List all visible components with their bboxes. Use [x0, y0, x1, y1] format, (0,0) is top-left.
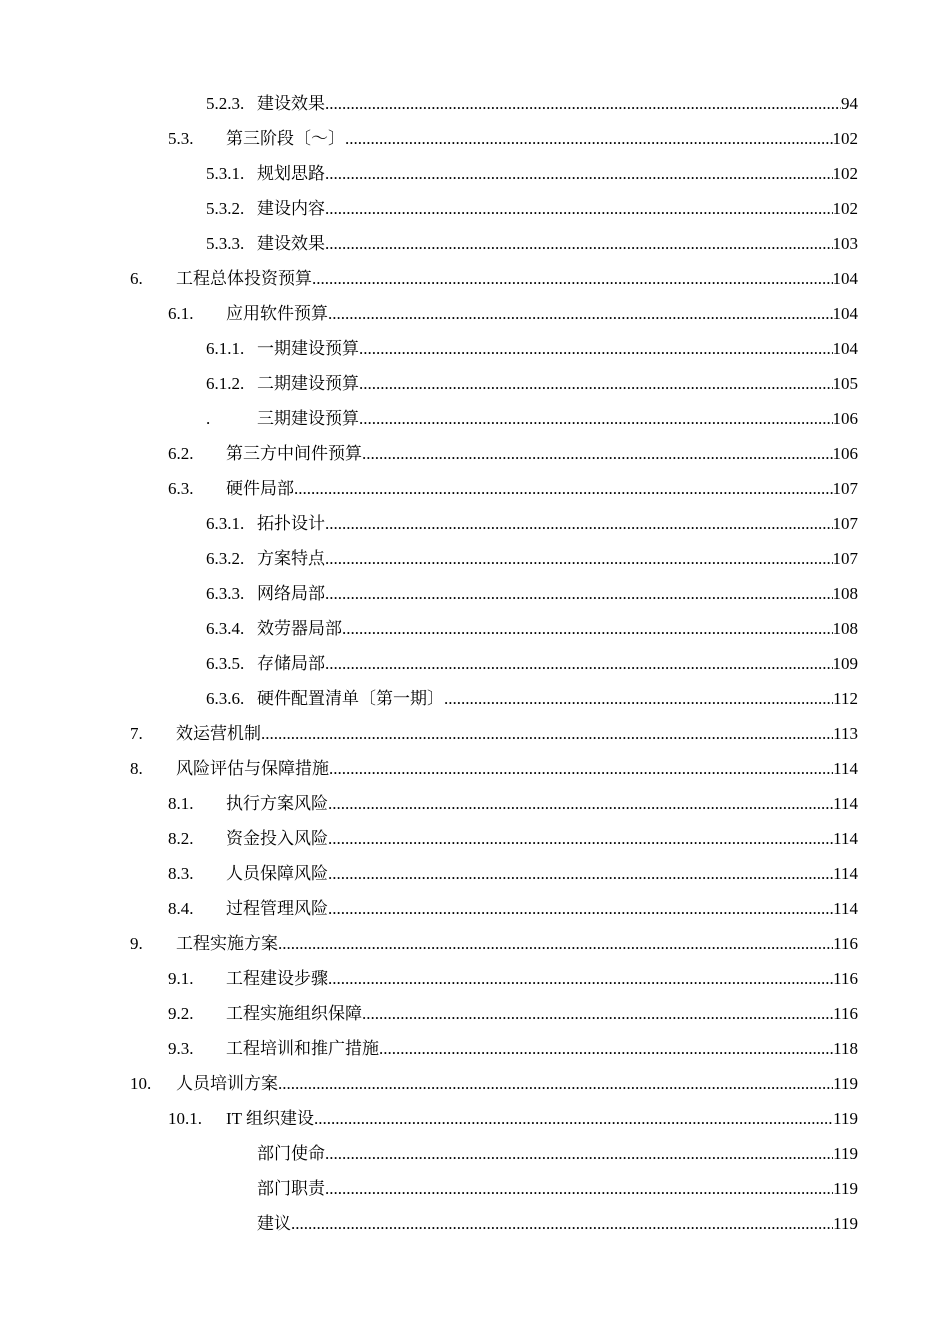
toc-entry-page-number: 114: [833, 899, 858, 918]
toc-dot-leader: [312, 261, 833, 296]
toc-entry-page-number: 114: [833, 829, 858, 848]
toc-dot-leader: [278, 1066, 833, 1101]
toc-entry-page-number: 107: [832, 549, 858, 568]
toc-entry[interactable]: [0, 961, 950, 996]
toc-entry-title: 工程实施组织保障: [226, 1004, 362, 1023]
toc-entry[interactable]: [0, 471, 950, 506]
toc-dot-leader: [362, 436, 833, 471]
toc-entry[interactable]: [0, 611, 950, 646]
toc-entry-body: [226, 121, 858, 156]
toc-entry-title: 第三方中间件预算: [226, 444, 362, 463]
toc-entry-number: 6.3.6.: [206, 689, 245, 708]
toc-dot-leader: [328, 821, 833, 856]
toc-entry-title: 第三阶段〔～〕: [226, 129, 345, 148]
toc-entry-body: [226, 1101, 858, 1136]
toc-entry[interactable]: [0, 1101, 950, 1136]
toc-entry-page-number: 109: [832, 654, 858, 673]
toc-entry-title: 工程总体投资预算: [176, 269, 312, 288]
toc-dot-leader: [444, 681, 833, 716]
toc-entry-number: 9.1.: [168, 969, 194, 988]
toc-entry-number: 6.3.2.: [206, 549, 245, 568]
toc-entry-page-number: 107: [832, 514, 858, 533]
toc-entry-page-number: 108: [832, 584, 858, 603]
toc-entry-body: [226, 821, 858, 856]
toc-entry-body: [257, 611, 858, 646]
toc-entry-title: 工程建设步骤: [226, 969, 328, 988]
toc-entry-page-number: 103: [832, 234, 858, 253]
toc-entry-number: 9.3.: [168, 1039, 194, 1058]
toc-entry-number: 5.3.1.: [206, 164, 245, 183]
toc-entry-title: 建设内容: [257, 199, 325, 218]
toc-entry[interactable]: [0, 1136, 950, 1171]
toc-entry-title: 部门职责: [257, 1179, 325, 1198]
toc-dot-leader: [328, 891, 833, 926]
toc-entry-title: 人员保障风险: [226, 864, 328, 883]
toc-entry-page-number: 114: [833, 759, 858, 778]
toc-entry-body: [257, 541, 858, 576]
toc-entry[interactable]: [0, 716, 950, 751]
toc-entry-page-number: 116: [833, 934, 858, 953]
toc-entry-number: 6.3.5.: [206, 654, 245, 673]
toc-entry-body: [257, 1136, 858, 1171]
toc-entry[interactable]: [0, 996, 950, 1031]
toc-entry-body: [257, 681, 858, 716]
toc-dot-leader: [294, 471, 833, 506]
toc-entry-title: 二期建设预算: [257, 374, 359, 393]
toc-entry-body: [176, 926, 858, 961]
toc-entry-body: [257, 86, 858, 121]
toc-entry[interactable]: [0, 226, 950, 261]
toc-dot-leader: [325, 1171, 833, 1206]
toc-entry-body: [226, 856, 858, 891]
toc-entry-number: 10.1.: [168, 1109, 202, 1128]
toc-entry[interactable]: [0, 1206, 950, 1241]
toc-entry[interactable]: [0, 331, 950, 366]
toc-entry[interactable]: [0, 1031, 950, 1066]
toc-entry[interactable]: [0, 856, 950, 891]
toc-dot-leader: [359, 331, 833, 366]
toc-entry-page-number: 119: [833, 1144, 858, 1163]
toc-dot-leader: [325, 156, 833, 191]
toc-entry-body: [257, 331, 858, 366]
toc-entry-title: 过程管理风险: [226, 899, 328, 918]
toc-entry-title: 建议: [257, 1214, 291, 1233]
toc-entry-body: [257, 366, 858, 401]
toc-dot-leader: [278, 926, 833, 961]
toc-entry-page-number: 119: [833, 1179, 858, 1198]
toc-entry-body: [176, 716, 858, 751]
toc-entry-body: [257, 156, 858, 191]
toc-dot-leader: [362, 996, 833, 1031]
toc-entry-body: [257, 506, 858, 541]
toc-entry-title: IT 组织建设: [226, 1109, 314, 1128]
toc-entry-title: 硬件局部: [226, 479, 294, 498]
toc-entry-body: [226, 961, 858, 996]
toc-entry-body: [176, 751, 858, 786]
toc-dot-leader: [325, 541, 833, 576]
toc-dot-leader: [291, 1206, 833, 1241]
toc-entry-number: 8.: [130, 759, 143, 778]
toc-entry-number: 6.3.3.: [206, 584, 245, 603]
toc-dot-leader: [325, 506, 833, 541]
toc-entry[interactable]: [0, 86, 950, 121]
toc-entry[interactable]: [0, 751, 950, 786]
toc-entry-title: 存储局部: [257, 654, 325, 673]
toc-entry-page-number: 102: [832, 199, 858, 218]
toc-entry-title: 应用软件预算: [226, 304, 328, 323]
toc-entry-title: 硬件配置清单〔第一期〕: [257, 689, 444, 708]
toc-entry-page-number: 106: [832, 409, 858, 428]
toc-entry-body: [257, 401, 858, 436]
toc-dot-leader: [328, 786, 833, 821]
toc-entry-number: 10.: [130, 1074, 152, 1093]
toc-entry-page-number: 118: [833, 1039, 858, 1058]
toc-entry-number: 5.3.3.: [206, 234, 245, 253]
toc-entry[interactable]: [0, 646, 950, 681]
toc-entry-number: 5.2.3.: [206, 94, 245, 113]
toc-entry[interactable]: [0, 786, 950, 821]
toc-entry-body: [257, 576, 858, 611]
toc-entry-page-number: 112: [833, 689, 858, 708]
toc-dot-leader: [325, 1136, 833, 1171]
toc-entry-number: 6.3.: [168, 479, 194, 498]
table-of-contents: [0, 86, 950, 1241]
toc-entry[interactable]: [0, 436, 950, 471]
toc-entry-title: 拓扑设计: [257, 514, 325, 533]
toc-dot-leader: [359, 366, 833, 401]
toc-entry-number: 6.2.: [168, 444, 194, 463]
toc-entry-page-number: 102: [832, 129, 858, 148]
toc-entry-body: [226, 891, 858, 926]
toc-entry[interactable]: [0, 576, 950, 611]
toc-entry[interactable]: [0, 681, 950, 716]
toc-entry-title: 工程培训和推广措施: [226, 1039, 379, 1058]
toc-dot-leader: [261, 716, 833, 751]
toc-entry-number: 9.: [130, 934, 143, 953]
toc-entry-title: 网络局部: [257, 584, 325, 603]
toc-dot-leader: [314, 1101, 833, 1136]
toc-entry[interactable]: [0, 541, 950, 576]
toc-entry-title: 规划思路: [257, 164, 325, 183]
toc-entry-page-number: 116: [833, 1004, 858, 1023]
toc-entry-title: 效劳器局部: [257, 619, 342, 638]
toc-entry-page-number: 119: [833, 1214, 858, 1233]
toc-entry[interactable]: [0, 506, 950, 541]
toc-entry-page-number: 104: [832, 339, 858, 358]
toc-dot-leader: [328, 296, 833, 331]
toc-entry[interactable]: [0, 401, 950, 436]
toc-entry-title: 资金投入风险: [226, 829, 328, 848]
toc-entry[interactable]: [0, 296, 950, 331]
toc-entry-number: 8.3.: [168, 864, 194, 883]
toc-dot-leader: [325, 576, 833, 611]
toc-entry-number: 8.2.: [168, 829, 194, 848]
toc-entry[interactable]: [0, 1171, 950, 1206]
toc-entry-number: 9.2.: [168, 1004, 194, 1023]
toc-entry-page-number: 119: [833, 1109, 858, 1128]
toc-entry-title: 风险评估与保障措施: [176, 759, 329, 778]
toc-dot-leader: [328, 961, 833, 996]
toc-dot-leader: [345, 121, 833, 156]
toc-entry-title: 部门使命: [257, 1144, 325, 1163]
toc-entry-body: [257, 226, 858, 261]
toc-entry-page-number: 114: [833, 794, 858, 813]
toc-dot-leader: [359, 401, 833, 436]
toc-entry-body: [226, 296, 858, 331]
toc-entry-number: .: [206, 409, 211, 428]
toc-entry-title: 三期建设预算: [257, 409, 359, 428]
toc-entry-number: 6.1.1.: [206, 339, 245, 358]
toc-entry-body: [226, 471, 858, 506]
toc-entry-body: [176, 261, 858, 296]
toc-entry-title: 人员培训方案: [176, 1074, 278, 1093]
toc-entry-body: [226, 996, 858, 1031]
toc-entry-title: 一期建设预算: [257, 339, 359, 358]
toc-entry-title: 工程实施方案: [176, 934, 278, 953]
toc-entry[interactable]: [0, 926, 950, 961]
toc-entry-title: 建设效果: [257, 94, 325, 113]
toc-entry-number: 6.1.: [168, 304, 194, 323]
toc-entry-number: 6.3.4.: [206, 619, 245, 638]
toc-entry-title: 建设效果: [257, 234, 325, 253]
toc-entry-page-number: 102: [832, 164, 858, 183]
toc-entry-title: 执行方案风险: [226, 794, 328, 813]
toc-dot-leader: [379, 1031, 833, 1066]
toc-entry-title: 方案特点: [257, 549, 325, 568]
toc-entry[interactable]: [0, 891, 950, 926]
toc-dot-leader: [328, 856, 833, 891]
toc-entry-page-number: 104: [832, 304, 858, 323]
toc-entry-number: 8.1.: [168, 794, 194, 813]
toc-entry-number: 5.3.: [168, 129, 194, 148]
toc-entry[interactable]: [0, 1066, 950, 1101]
toc-entry-body: [226, 436, 858, 471]
toc-dot-leader: [325, 646, 833, 681]
toc-entry-page-number: 105: [832, 374, 858, 393]
toc-entry-page-number: 94: [841, 94, 858, 113]
toc-entry[interactable]: [0, 261, 950, 296]
toc-dot-leader: [325, 86, 841, 121]
toc-entry-page-number: 107: [832, 479, 858, 498]
toc-entry-page-number: 108: [832, 619, 858, 638]
toc-dot-leader: [325, 226, 833, 261]
toc-entry-body: [226, 1031, 858, 1066]
toc-dot-leader: [342, 611, 833, 646]
toc-entry-number: 5.3.2.: [206, 199, 245, 218]
toc-entry-number: 6.1.2.: [206, 374, 245, 393]
toc-entry-title: 效运营机制: [176, 724, 261, 743]
toc-entry-body: [257, 191, 858, 226]
toc-entry-page-number: 116: [833, 969, 858, 988]
toc-entry-body: [176, 1066, 858, 1101]
toc-entry-page-number: 113: [833, 724, 858, 743]
toc-entry-number: 6.3.1.: [206, 514, 245, 533]
toc-entry-number: 8.4.: [168, 899, 194, 918]
toc-entry[interactable]: [0, 156, 950, 191]
toc-entry-page-number: 104: [832, 269, 858, 288]
toc-entry-body: [257, 646, 858, 681]
toc-entry-body: [226, 786, 858, 821]
toc-dot-leader: [329, 751, 833, 786]
toc-entry-page-number: 106: [832, 444, 858, 463]
toc-entry[interactable]: [0, 821, 950, 856]
toc-entry-number: 6.: [130, 269, 143, 288]
toc-entry-page-number: 119: [833, 1074, 858, 1093]
toc-entry-body: [257, 1171, 858, 1206]
toc-entry-number: 7.: [130, 724, 143, 743]
toc-entry-page-number: 114: [833, 864, 858, 883]
toc-dot-leader: [325, 191, 833, 226]
toc-entry[interactable]: [0, 191, 950, 226]
toc-entry-body: [257, 1206, 858, 1241]
toc-entry[interactable]: [0, 366, 950, 401]
toc-entry[interactable]: [0, 121, 950, 156]
